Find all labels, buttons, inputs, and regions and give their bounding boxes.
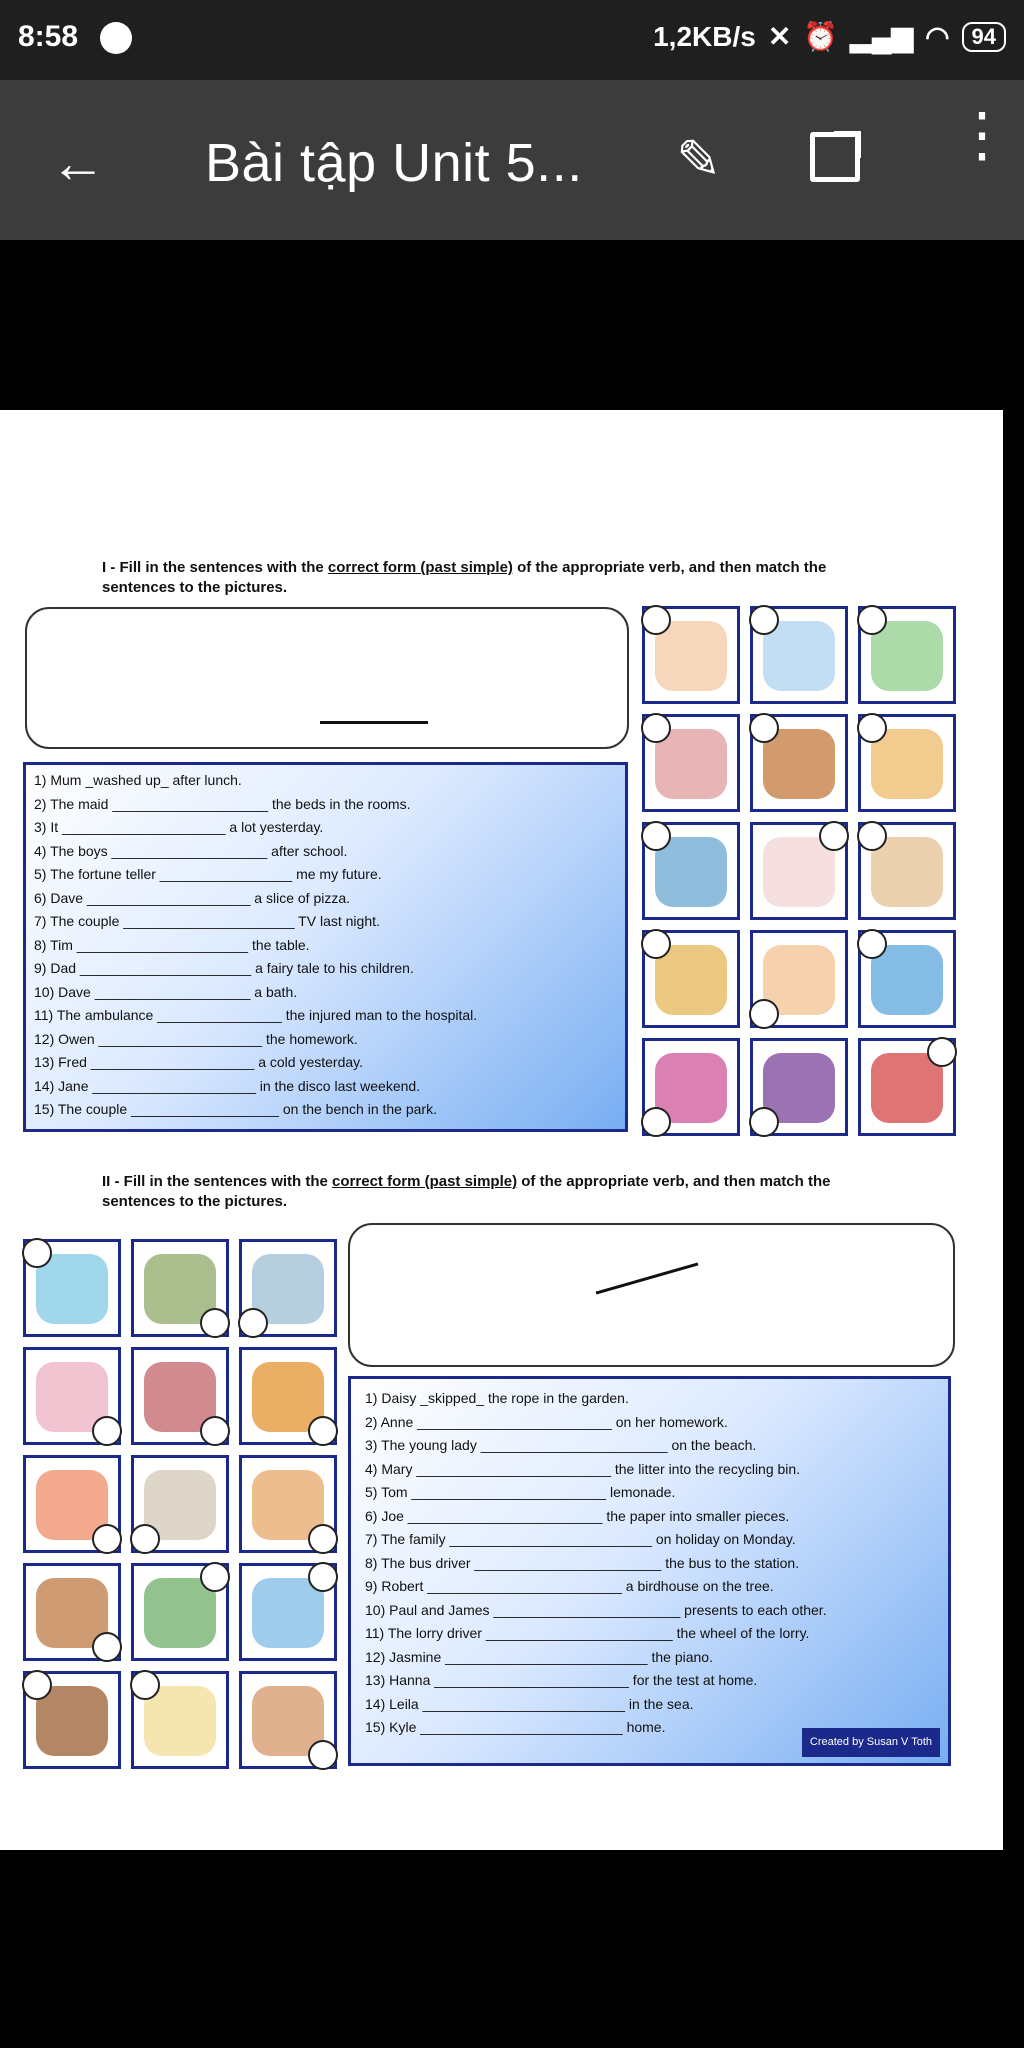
picture-card[interactable]: [131, 1455, 229, 1553]
sentence: 8) Tim ______________________ the table.: [34, 936, 310, 953]
picture-card[interactable]: [858, 822, 956, 920]
exercise2-sentences: [348, 1376, 951, 1766]
picture-card[interactable]: [239, 1239, 337, 1337]
picture-card[interactable]: [642, 822, 740, 920]
picture-card[interactable]: [858, 606, 956, 704]
sentence: 14) Jane _____________________ in the disco last weekend.: [34, 1077, 421, 1094]
more-options-icon[interactable]: ⋮: [952, 101, 1012, 168]
document-title: Bài tập Unit 5...: [205, 133, 583, 193]
match-circle[interactable]: [749, 1107, 779, 1137]
match-circle[interactable]: [641, 1107, 671, 1137]
alarm-icon: ⏰: [803, 21, 839, 52]
match-circle[interactable]: [749, 713, 779, 743]
picture-card[interactable]: [23, 1563, 121, 1661]
exercise1-sentences: [23, 762, 628, 1132]
picture-card[interactable]: [642, 930, 740, 1028]
signal-icon: ▂▄▆: [850, 21, 914, 52]
match-circle[interactable]: [308, 1524, 338, 1554]
match-circle[interactable]: [857, 605, 887, 635]
picture-card[interactable]: [642, 1038, 740, 1136]
match-circle[interactable]: [92, 1416, 122, 1446]
open-external-icon[interactable]: [810, 132, 860, 182]
back-arrow-icon[interactable]: ←: [50, 131, 106, 194]
sentence: 3) The young lady ________________________ on the beach.: [365, 1437, 757, 1453]
match-circle[interactable]: [927, 1037, 957, 1067]
picture-card[interactable]: [23, 1455, 121, 1553]
match-circle[interactable]: [641, 605, 671, 635]
picture-card[interactable]: [750, 930, 848, 1028]
match-circle[interactable]: [130, 1670, 160, 1700]
picture-card[interactable]: [23, 1239, 121, 1337]
exercise2-instruction: II - Fill in the sentences with the correct form (past simple) of the appropriate verb, and then match the sentences to the pictures.: [102, 1173, 831, 1210]
picture-card[interactable]: [131, 1563, 229, 1661]
sentence: 9) Dad ______________________ a fairy tale to his children.: [34, 960, 414, 976]
sentence: 13) Hanna _________________________ for the test at home.: [365, 1672, 758, 1688]
worksheet-page: [0, 410, 1003, 1850]
match-circle[interactable]: [200, 1562, 230, 1592]
match-circle[interactable]: [641, 713, 671, 743]
match-circle[interactable]: [641, 821, 671, 851]
match-circle[interactable]: [22, 1238, 52, 1268]
picture-card[interactable]: [131, 1671, 229, 1769]
sentence: 11) The ambulance ________________ the injured man to the hospital.: [34, 1007, 478, 1023]
match-circle[interactable]: [749, 999, 779, 1029]
picture-card[interactable]: [23, 1347, 121, 1445]
sentence: 15) The couple ___________________ on the bench in the park.: [34, 1101, 437, 1117]
picture-card[interactable]: [239, 1563, 337, 1661]
sentence: 4) Mary _________________________ the litter into the recycling bin.: [365, 1460, 801, 1477]
sentence: 7) The couple ______________________ TV last night.: [34, 913, 380, 929]
match-circle[interactable]: [749, 605, 779, 635]
match-circle[interactable]: [857, 713, 887, 743]
picture-card[interactable]: [239, 1347, 337, 1445]
sentence: 6) Joe _________________________ the paper into smaller pieces.: [365, 1507, 790, 1524]
sentence: 14) Leila __________________________ in the sea.: [365, 1695, 694, 1712]
sentence: 7) The family __________________________ on holiday on Monday.: [365, 1531, 796, 1547]
picture-card[interactable]: [239, 1455, 337, 1553]
network-speed: 1,2KB/s: [653, 20, 756, 52]
sentence: 1) Mum _washed up_ after lunch.: [34, 772, 242, 788]
picture-card[interactable]: [23, 1671, 121, 1769]
sentence: 8) The bus driver ________________________ the bus to the station.: [365, 1554, 800, 1571]
sentence: 13) Fred _____________________ a cold yesterday.: [34, 1054, 363, 1070]
exercise1-word-box: [25, 607, 629, 749]
picture-card[interactable]: [642, 606, 740, 704]
picture-card[interactable]: [858, 714, 956, 812]
match-circle[interactable]: [308, 1416, 338, 1446]
picture-card[interactable]: [131, 1347, 229, 1445]
status-time: 8:58: [18, 20, 79, 53]
picture-card[interactable]: [858, 1038, 956, 1136]
sentence: 5) Tom _________________________ lemonade.: [365, 1484, 676, 1500]
match-circle[interactable]: [130, 1524, 160, 1554]
match-circle[interactable]: [22, 1670, 52, 1700]
match-circle[interactable]: [92, 1524, 122, 1554]
picture-card[interactable]: [750, 822, 848, 920]
match-circle[interactable]: [308, 1740, 338, 1770]
sentence: 12) Jasmine __________________________ the piano.: [365, 1648, 713, 1665]
match-circle[interactable]: [641, 929, 671, 959]
sentence: 2) Anne _________________________ on her homework.: [365, 1413, 728, 1430]
battery-indicator: 94: [962, 22, 1006, 52]
exercise1-instruction: I - Fill in the sentences with the correct form (past simple) of the appropriate verb, and then match the sentences to the pictures.: [102, 559, 827, 596]
status-indicators: [653, 20, 1006, 53]
match-circle[interactable]: [238, 1308, 268, 1338]
match-circle[interactable]: [857, 821, 887, 851]
word-box-line: [320, 721, 428, 724]
picture-card[interactable]: [642, 714, 740, 812]
match-circle[interactable]: [857, 929, 887, 959]
exercise2-word-box: [348, 1223, 955, 1367]
picture-card[interactable]: [750, 606, 848, 704]
sentence: 12) Owen _____________________ the homework.: [34, 1030, 358, 1047]
sentence: 10) Paul and James ________________________ presents to each other.: [365, 1601, 827, 1618]
wifi-icon: ◠: [925, 21, 950, 52]
match-circle[interactable]: [92, 1632, 122, 1662]
picture-card[interactable]: [239, 1671, 337, 1769]
sentence: 9) Robert _________________________ a birdhouse on the tree.: [365, 1578, 774, 1594]
sentence: 5) The fortune teller _________________ me my future.: [34, 866, 382, 882]
sentence: 15) Kyle __________________________ home.: [365, 1719, 666, 1735]
match-circle[interactable]: [819, 821, 849, 851]
sentence: 2) The maid ____________________ the beds in the rooms.: [34, 795, 411, 812]
match-circle[interactable]: [308, 1562, 338, 1592]
picture-card[interactable]: [750, 714, 848, 812]
sentence: 10) Dave ____________________ a bath.: [34, 983, 298, 1000]
match-circle[interactable]: [200, 1308, 230, 1338]
picture-card[interactable]: [858, 930, 956, 1028]
mute-icon: ✕: [767, 21, 792, 52]
match-circle[interactable]: [200, 1416, 230, 1446]
word-box-line: [596, 1262, 699, 1294]
sentence: 1) Daisy _skipped_ the rope in the garden.: [365, 1390, 629, 1406]
status-bar: [0, 0, 1024, 80]
sentence: 11) The lorry driver ________________________ the wheel of the lorry.: [365, 1625, 810, 1641]
credit-badge: Created by Susan V Toth: [802, 1728, 940, 1758]
messenger-icon: [100, 22, 132, 54]
sentence: 4) The boys ____________________ after school.: [34, 842, 348, 859]
sentence: 6) Dave _____________________ a slice of pizza.: [34, 889, 351, 906]
sentence: 3) It _____________________ a lot yesterday.: [34, 819, 324, 835]
edit-pencil-icon[interactable]: ✎: [676, 130, 722, 190]
app-bar: [0, 80, 1024, 240]
picture-card[interactable]: [750, 1038, 848, 1136]
picture-card[interactable]: [131, 1239, 229, 1337]
